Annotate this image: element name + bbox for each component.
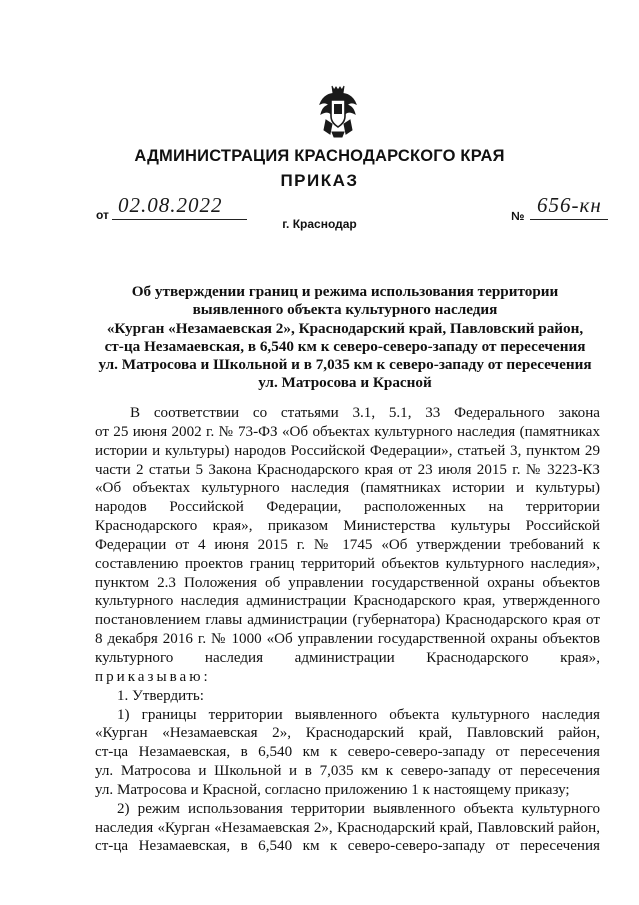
body-line: ст-ца Незамаевская, в 6,540 км к северо-северо-западу от пересечения bbox=[95, 838, 600, 855]
body-line: В соответствии со статьями 3.1, 5.1, 33 Федерального закона bbox=[130, 405, 600, 421]
document-title bbox=[90, 283, 600, 393]
body-line: истории и культуры) народов Российской Федерации», статьей 3, пунктом 29 bbox=[95, 442, 600, 459]
body-line: постановлением главы администрации (губернатора) Краснодарского края от bbox=[95, 612, 600, 629]
body-line: 1) границы территории выявленного объекта культурного наследия bbox=[117, 706, 600, 723]
title-line: ст-ца Незамаевская, в 6,540 км к северо-северо-западу от пересечения bbox=[104, 337, 586, 355]
body-line: культурного наследия администрации Краснодарского края», bbox=[95, 649, 600, 666]
document-body bbox=[95, 404, 600, 856]
body-line: 1. Утвердить: bbox=[117, 687, 204, 704]
body-line: пунктом 2.3 Положения об управлении государственной охраны объектов bbox=[95, 574, 600, 591]
number-underline bbox=[530, 219, 608, 220]
coat-of-arms-icon bbox=[318, 84, 358, 138]
title-line: выявленного объекта культурного наследия bbox=[192, 301, 498, 319]
title-line: ул. Матросова и Школьной и в 7,035 км к северо-западу от пересечения bbox=[98, 356, 592, 374]
city-name: г. Краснодар bbox=[282, 217, 357, 231]
body-line: ст-ца Незамаевская, в 6,540 км к северо-северо-западу от пересечения bbox=[95, 744, 600, 761]
body-line: «Курган «Незамаевская 2», Краснодарский край, Павловский район, bbox=[95, 725, 600, 742]
date-prefix: от bbox=[96, 208, 109, 222]
handwritten-number: 656-кн bbox=[537, 193, 602, 217]
title-line: ул. Матросова и Красной bbox=[258, 374, 432, 392]
body-line: составлению проектов границ территорий объектов культурного наследия», bbox=[95, 555, 600, 572]
body-line: наследия «Курган «Незамаевская 2», Краснодарский край, Павловский район, bbox=[95, 819, 600, 836]
body-line: части 2 статьи 5 Закона Краснодарского края от 23 июля 2015 г. № 3223-КЗ bbox=[95, 461, 600, 478]
number-prefix: № bbox=[511, 209, 525, 223]
body-line: культурного наследия администрации Краснодарского края, утвержденного bbox=[95, 593, 600, 610]
body-line: 2) режим использования территории выявленного объекта культурного bbox=[117, 800, 600, 817]
body-line: Федерации от 4 июня 2015 г. № 1745 «Об утверждении требований к bbox=[95, 536, 600, 553]
body-line: от 25 июня 2002 г. № 73-ФЗ «Об объектах культурного наследия (памятниках bbox=[95, 423, 600, 440]
body-line: приказываю: bbox=[95, 668, 211, 685]
body-line: «Об объектах культурного наследия (памятниках истории и культуры) bbox=[95, 480, 600, 497]
title-line: «Курган «Незамаевская 2», Краснодарский край, Павловский район, bbox=[106, 319, 584, 337]
document-type: ПРИКАЗ bbox=[280, 171, 359, 190]
organization-name: АДМИНИСТРАЦИЯ КРАСНОДАРСКОГО КРАЯ bbox=[134, 147, 505, 165]
body-line: 8 декабря 2016 г. № 1000 «Об управлении государственной охраны объектов bbox=[95, 631, 600, 648]
body-line: народов Российской Федерации, расположенных на территории bbox=[95, 499, 600, 516]
handwritten-date: 02.08.2022 bbox=[118, 193, 223, 217]
body-line: ул. Матросова и Школьной и в 7,035 км к северо-западу от пересечения bbox=[95, 763, 600, 780]
title-line: Об утверждении границ и режима использования территории bbox=[131, 283, 559, 300]
body-line: Краснодарского края», приказом Министерства культуры Российской bbox=[95, 518, 600, 535]
body-line: ул. Матросова и Красной, согласно приложению 1 к настоящему приказу; bbox=[95, 781, 570, 798]
